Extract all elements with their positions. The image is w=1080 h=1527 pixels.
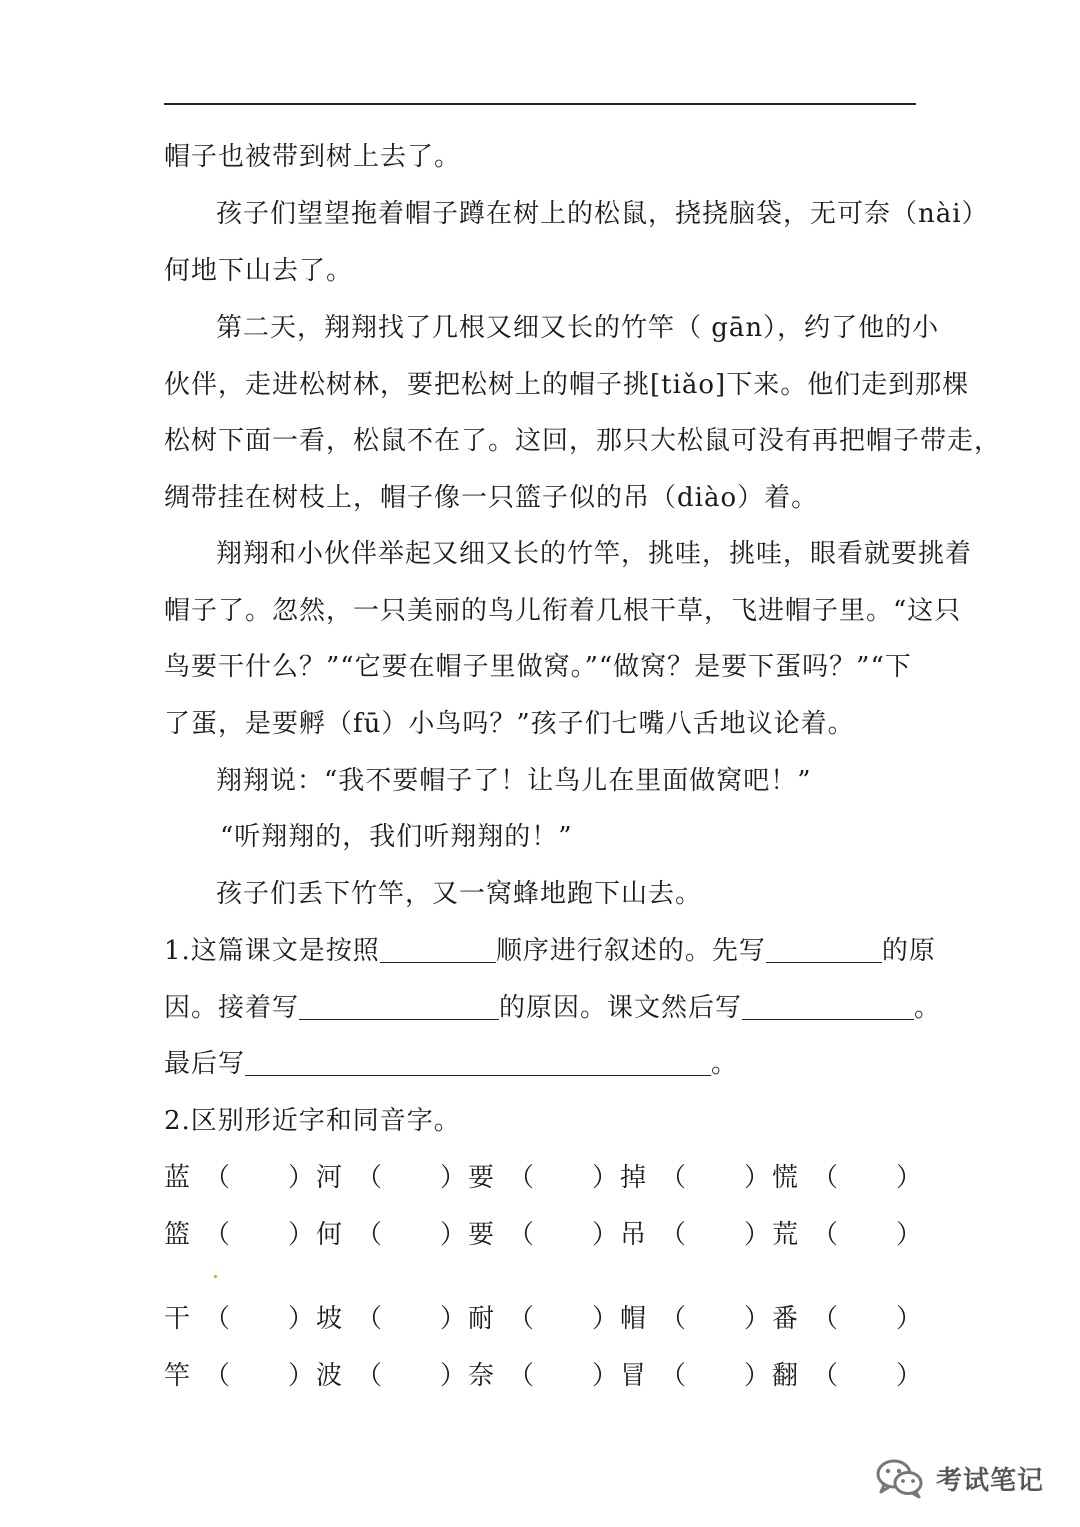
stray-dot xyxy=(214,1275,217,1278)
passage-line: 帽子也被带到树上去了。 xyxy=(164,142,462,172)
close-paren: ） xyxy=(592,1220,619,1250)
close-paren: ） xyxy=(288,1304,315,1334)
close-paren: ） xyxy=(744,1163,771,1193)
open-paren: （ xyxy=(812,1361,839,1391)
close-paren: ） xyxy=(440,1304,467,1334)
character: 河 xyxy=(316,1163,343,1193)
character: 掉 xyxy=(620,1163,647,1193)
close-paren: ） xyxy=(896,1220,923,1250)
passage-line: 何地下山去了。 xyxy=(164,256,354,286)
close-paren: ） xyxy=(744,1304,771,1334)
close-paren: ） xyxy=(440,1361,467,1391)
answer-blank[interactable] xyxy=(742,991,914,1020)
passage-line: 绸带挂在树枝上，帽子像一只篮子似的吊（diào）着。 xyxy=(164,483,819,513)
question1-text: 的原 xyxy=(881,936,936,966)
character-row xyxy=(164,1299,924,1339)
character: 奈 xyxy=(468,1361,495,1391)
close-paren: ） xyxy=(288,1361,315,1391)
close-paren: ） xyxy=(592,1304,619,1334)
passage-line: 翔翔和小伙伴举起又细又长的竹竿，挑哇，挑哇，眼看就要挑着 xyxy=(216,539,973,569)
character-row xyxy=(164,1356,924,1396)
wechat-icon xyxy=(872,1456,928,1500)
watermark-text: 考试笔记 xyxy=(936,1465,1045,1496)
answer-blank[interactable] xyxy=(245,1047,711,1076)
open-paren: （ xyxy=(812,1220,839,1250)
character: 要 xyxy=(468,1220,495,1250)
question1-text: 1.这篇课文是按照 xyxy=(164,936,380,966)
open-paren: （ xyxy=(356,1361,383,1391)
passage-line: 翔翔说：“我不要帽子了！让鸟儿在里面做窝吧！” xyxy=(216,766,812,796)
character: 要 xyxy=(468,1163,495,1193)
character-row xyxy=(164,1215,924,1255)
question1-text: 。 xyxy=(914,993,942,1023)
passage-line: 帽子了。忽然，一只美丽的鸟儿衔着几根干草，飞进帽子里。“这只 xyxy=(164,596,962,626)
passage-line: 孩子们望望拖着帽子蹲在树上的松鼠，挠挠脑袋，无可奈（nài） xyxy=(216,199,989,229)
character: 坡 xyxy=(316,1304,343,1334)
open-paren: （ xyxy=(660,1304,687,1334)
character: 何 xyxy=(316,1220,343,1250)
close-paren: ） xyxy=(896,1361,923,1391)
close-paren: ） xyxy=(896,1163,923,1193)
character: 冒 xyxy=(620,1361,647,1391)
character: 蓝 xyxy=(164,1163,191,1193)
header-rule xyxy=(164,103,916,105)
close-paren: ） xyxy=(592,1361,619,1391)
character: 翻 xyxy=(772,1361,799,1391)
character: 波 xyxy=(316,1361,343,1391)
open-paren: （ xyxy=(660,1220,687,1250)
character: 竿 xyxy=(164,1361,191,1391)
close-paren: ） xyxy=(440,1220,467,1250)
close-paren: ） xyxy=(288,1163,315,1193)
character: 番 xyxy=(772,1304,799,1334)
open-paren: （ xyxy=(204,1361,231,1391)
passage-line: 伙伴，走进松树林，要把松树上的帽子挑[tiǎo]下来。他们走到那棵 xyxy=(164,370,970,400)
open-paren: （ xyxy=(204,1163,231,1193)
character: 篮 xyxy=(164,1220,191,1250)
open-paren: （ xyxy=(508,1361,535,1391)
open-paren: （ xyxy=(204,1304,231,1334)
question1-text: 。 xyxy=(711,1049,739,1079)
passage-line: 孩子们丢下竹竿，又一窝蜂地跑下山去。 xyxy=(216,879,703,909)
question1-text: 的原因。课文然后写 xyxy=(499,993,743,1023)
question1-line1 xyxy=(164,931,936,971)
open-paren: （ xyxy=(508,1163,535,1193)
character-row xyxy=(164,1158,924,1198)
open-paren: （ xyxy=(508,1220,535,1250)
close-paren: ） xyxy=(896,1304,923,1334)
question2-title: 2.区别形近字和同音字。 xyxy=(164,1106,461,1136)
character: 吊 xyxy=(620,1220,647,1250)
answer-blank[interactable] xyxy=(380,934,496,963)
answer-blank[interactable] xyxy=(299,991,499,1020)
open-paren: （ xyxy=(508,1304,535,1334)
open-paren: （ xyxy=(812,1163,839,1193)
answer-blank[interactable] xyxy=(766,934,882,963)
close-paren: ） xyxy=(744,1361,771,1391)
open-paren: （ xyxy=(356,1163,383,1193)
character: 耐 xyxy=(468,1304,495,1334)
watermark xyxy=(872,1456,1044,1500)
question1-line2 xyxy=(164,988,942,1028)
question1-line3 xyxy=(164,1044,924,1084)
question1-text: 因。接着写 xyxy=(164,993,300,1023)
passage-line: 了蛋，是要孵（fū）小鸟吗？”孩子们七嘴八舌地议论着。 xyxy=(164,709,855,739)
open-paren: （ xyxy=(812,1304,839,1334)
passage-line: 鸟要干什么？”“它要在帽子里做窝。”“做窝？是要下蛋吗？”“下 xyxy=(164,652,912,682)
close-paren: ） xyxy=(592,1163,619,1193)
close-paren: ） xyxy=(288,1220,315,1250)
open-paren: （ xyxy=(660,1361,687,1391)
close-paren: ） xyxy=(744,1220,771,1250)
open-paren: （ xyxy=(356,1304,383,1334)
character: 荒 xyxy=(772,1220,799,1250)
question1-text: 最后写 xyxy=(164,1049,246,1079)
close-paren: ） xyxy=(440,1163,467,1193)
open-paren: （ xyxy=(356,1220,383,1250)
question1-text: 顺序进行叙述的。先写 xyxy=(495,936,766,966)
passage-line: 松树下面一看，松鼠不在了。这回，那只大松鼠可没有再把帽子带走， xyxy=(164,426,1002,456)
character: 慌 xyxy=(772,1163,799,1193)
passage-line: “听翔翔的，我们听翔翔的！” xyxy=(220,822,573,852)
passage-line: 第二天，翔翔找了几根又细又长的竹竿（ gān），约了他的小 xyxy=(216,313,940,343)
character: 帽 xyxy=(620,1304,647,1334)
character: 干 xyxy=(164,1304,191,1334)
open-paren: （ xyxy=(660,1163,687,1193)
open-paren: （ xyxy=(204,1220,231,1250)
